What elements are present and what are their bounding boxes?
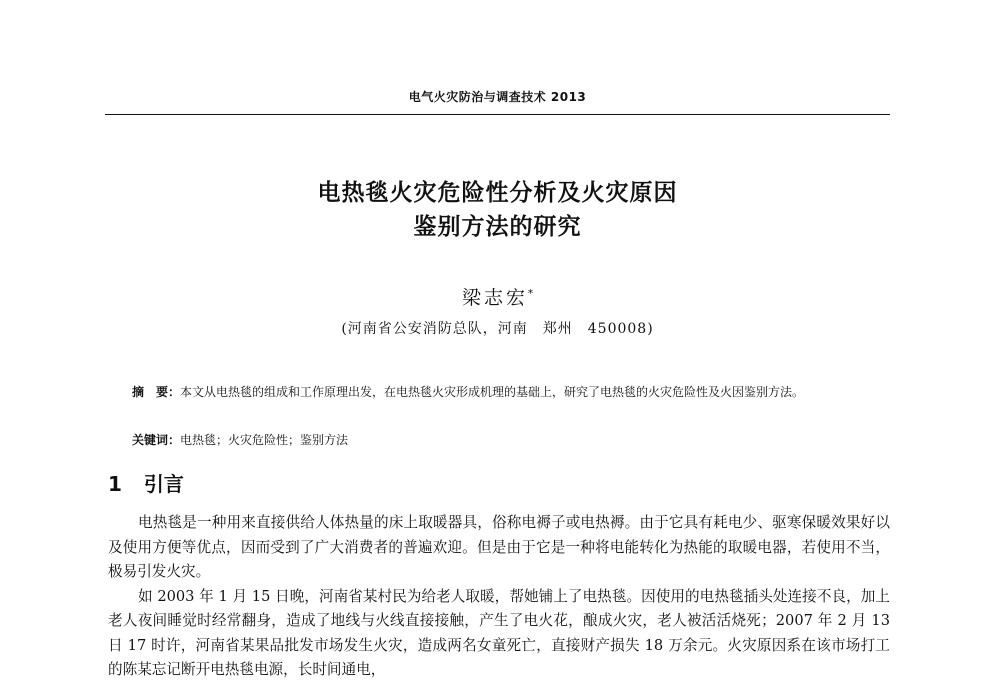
section-title: 引言 <box>143 472 184 496</box>
body-paragraph-1: 电热毯是一种用来直接供给人体热量的床上取暖器具，俗称电褥子或电热褥。由于它具有耗电少、驱寒保暖效果好以及使用方便等优点，因而受到了广大消费者的普遍欢迎。但是由于它是一种将电能转化为热能的取暖电器，若使用不当，极易引发火灾。 <box>108 514 890 580</box>
keywords <box>132 429 892 452</box>
abstract-text: 本文从电热毯的组成和工作原理出发，在电热毯火灾形成机理的基础上，研究了电热毯的火灾危险性及火因鉴别方法。 <box>180 385 805 399</box>
keywords-label: 关键词： <box>132 433 181 447</box>
section-heading <box>108 468 184 497</box>
running-head: 电气火灾防治与调查技术 2013 <box>408 90 587 104</box>
section-number: 1 <box>108 472 122 496</box>
body-paragraph-2: 如 2003 年 1 月 15 日晚，河南省某村民为给老人取暖，帮她铺上了电热毯。因使用的电热毯插头处连接不良，加上老人夜间睡觉时经常翻身，造成了地线与火线直接接触，产生了电火花，酿成火灾，老人被活活烧死；2007 年 2 月 13 日 17 时许，河南省某果品批发市场发生火灾，造成两名女童死亡，直接财产损失 18 万余元。火灾原因系在该市场打工的陈某忘记断开电热毯电源，长时间通电， <box>108 587 890 678</box>
abstract-label: 摘 要： <box>132 385 181 399</box>
title-line-1: 电热毯火灾危险性分析及火灾原因 <box>317 180 678 206</box>
body-text <box>108 511 890 683</box>
paper-title <box>105 176 890 244</box>
affiliation: (河南省公安消防总队，河南 郑州 450008) <box>341 321 654 337</box>
author <box>105 283 890 310</box>
header-rule <box>105 114 890 115</box>
keywords-text: 电热毯；火灾危险性；鉴别方法 <box>180 433 349 447</box>
abstract <box>108 381 890 404</box>
author-name: 梁志宏 <box>461 287 528 309</box>
title-line-2: 鉴别方法的研究 <box>413 214 582 240</box>
author-footnote-mark: * <box>528 288 533 300</box>
